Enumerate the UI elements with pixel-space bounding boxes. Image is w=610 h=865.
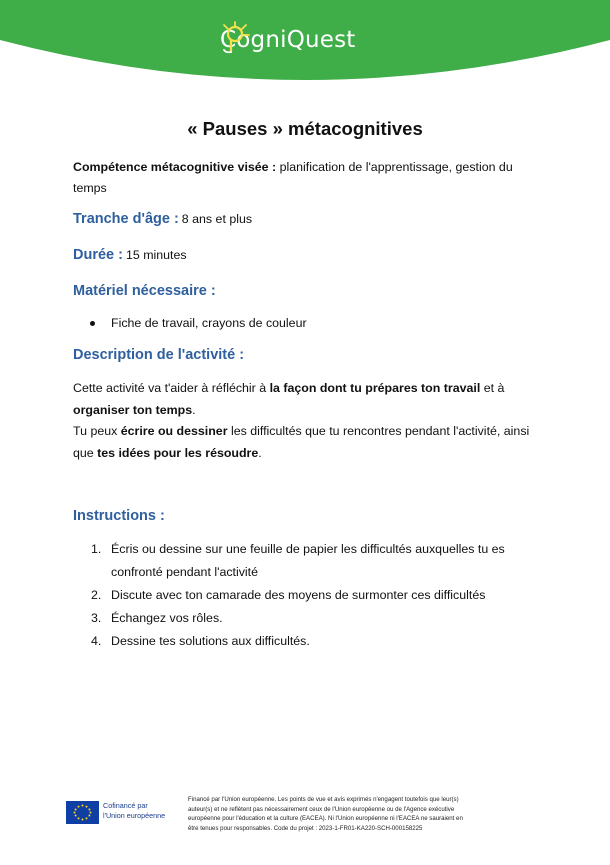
header-banner (0, 0, 610, 90)
lightbulb-person-icon (220, 20, 250, 56)
bullet-icon (90, 321, 95, 326)
description-line-1 (73, 378, 504, 399)
list-item-text: Dessine tes solutions aux difficultés. (111, 634, 310, 648)
list-item-number: 4. (91, 634, 102, 648)
cofinance-line: Cofinancé par (103, 801, 148, 810)
duration-label: Durée : (73, 247, 123, 263)
description-text: . (258, 446, 262, 460)
materials-item: Fiche de travail, crayons de couleur (111, 316, 307, 330)
description-line-4 (73, 443, 262, 464)
duration-value: 15 minutes (125, 248, 187, 262)
list-item-text: confronté pendant l'activité (111, 565, 259, 579)
eu-flag-icon (66, 801, 99, 824)
competence-value: planification de l'apprentissage, gestion du (276, 160, 513, 174)
age-heading (73, 211, 252, 227)
disclaimer (188, 795, 548, 833)
brand-logo (220, 20, 356, 60)
instructions-heading: Instructions : (73, 508, 165, 524)
brand-name: CogniQuest (220, 27, 356, 53)
description-text: les difficultés que tu rencontres pendant l'activité, ainsi (227, 424, 530, 438)
list-item (111, 538, 551, 584)
description-text: Cette activité va t'aider à réfléchir à (73, 381, 270, 395)
duration-heading (73, 247, 187, 263)
description-text: que (73, 446, 98, 460)
description-line-3 (73, 421, 529, 442)
description-emphasis: tes idées pour les résoudre (97, 446, 259, 460)
description-emphasis: écrire ou dessiner (120, 424, 228, 438)
description-text: et à (480, 381, 505, 395)
disclaimer-line: être tenues pour responsables. Code du projet : 2023-1-FR01-KA220-SCH-000158225 (188, 824, 423, 832)
description-text: . (192, 403, 196, 417)
list-item-text: Discute avec ton camarade des moyens de surmonter ces difficultés (111, 588, 486, 602)
description-emphasis: organiser ton temps (73, 403, 193, 417)
list-item-text: Écris ou dessine sur une feuille de papier les difficultés auxquelles tu es (111, 542, 505, 556)
disclaimer-line: européenne pour l'éducation et la culture (EACEA). Ni l'Union européenne ni l'EACEA ne sauraient en (188, 815, 463, 822)
competence-line (73, 157, 513, 178)
disclaimer-line: Financé par l'Union européenne. Les points de vue et avis exprimés n'engagent toutefois que leur(s) (188, 796, 459, 803)
description-text: Tu peux (73, 424, 121, 438)
list-item-text: Échangez vos rôles. (111, 611, 223, 625)
description-heading: Description de l'activité : (73, 347, 245, 363)
age-label: Tranche d'âge : (73, 211, 179, 227)
page-title: « Pauses » métacognitives (187, 118, 423, 139)
disclaimer-line: auteur(s) et ne reflètent pas nécessairement ceux de l'Union européenne ou de l'Agence exécutive (188, 805, 455, 813)
description-emphasis: la façon dont tu prépares ton travail (269, 381, 481, 395)
description-line-2 (73, 400, 196, 421)
cofinance-label (103, 801, 165, 821)
cofinance-line: l'Union européenne (103, 811, 166, 820)
competence-line-2: temps (73, 181, 107, 195)
competence-label: Compétence métacognitive visée : (73, 160, 277, 174)
age-value: 8 ans et plus (181, 212, 253, 226)
materials-heading: Matériel nécessaire : (73, 283, 216, 299)
list-item-number: 2. (91, 588, 102, 602)
list-item-number: 3. (91, 611, 102, 625)
list-item-number: 1. (91, 542, 102, 556)
